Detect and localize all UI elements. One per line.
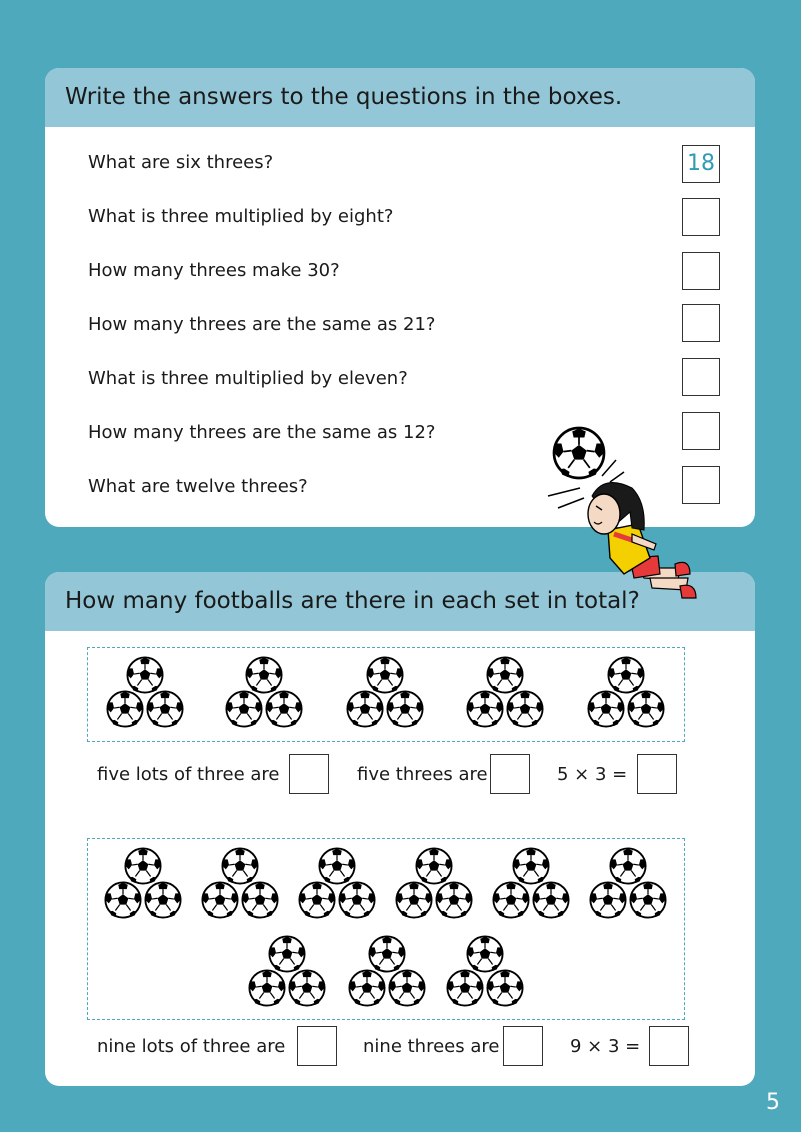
football-set-2	[87, 838, 685, 1020]
football-icon	[506, 690, 544, 728]
page-number: 5	[766, 1090, 780, 1115]
football-icon	[241, 881, 279, 919]
football-icon	[338, 881, 376, 919]
set1-answer-box-1[interactable]	[289, 754, 329, 794]
question-7-text: What are twelve threes?	[88, 476, 308, 497]
set2-answer-box-1[interactable]	[297, 1026, 337, 1066]
football-icon	[106, 690, 144, 728]
football-icon	[144, 881, 182, 919]
football-icon	[486, 656, 524, 694]
set1-statement-threes: five threes are	[357, 764, 488, 785]
football-icon	[221, 847, 259, 885]
football-icon	[435, 881, 473, 919]
football-group	[395, 847, 475, 927]
football-icon	[126, 656, 164, 694]
football-icon	[388, 969, 426, 1007]
answer-box-2[interactable]	[682, 198, 720, 236]
answer-box-5[interactable]	[682, 358, 720, 396]
football-group	[248, 935, 328, 1015]
football-icon	[248, 969, 286, 1007]
footballs-heading: How many footballs are there in each set in total?	[45, 572, 755, 631]
answer-box-4[interactable]	[682, 304, 720, 342]
football-icon	[587, 690, 625, 728]
set1-answer-box-2[interactable]	[490, 754, 530, 794]
football-icon	[124, 847, 162, 885]
football-icon	[532, 881, 570, 919]
answer-box-3[interactable]	[682, 252, 720, 290]
football-icon	[318, 847, 356, 885]
football-icon	[268, 935, 306, 973]
football-icon	[348, 969, 386, 1007]
set2-statement-multiply: 9 × 3 =	[570, 1036, 641, 1057]
football-group	[298, 847, 378, 927]
question-2-text: What is three multiplied by eight?	[88, 206, 394, 227]
set2-statement-threes: nine threes are	[363, 1036, 500, 1057]
football-icon	[346, 690, 384, 728]
set1-statement-multiply: 5 × 3 =	[557, 764, 628, 785]
football-group	[106, 656, 186, 736]
football-group	[446, 935, 526, 1015]
question-4-text: How many threes are the same as 21?	[88, 314, 436, 335]
football-group	[104, 847, 184, 927]
football-icon	[629, 881, 667, 919]
set2-answer-box-3[interactable]	[649, 1026, 689, 1066]
football-icon	[146, 690, 184, 728]
football-icon	[627, 690, 665, 728]
football-group	[225, 656, 305, 736]
football-icon	[486, 969, 524, 1007]
football-icon	[492, 881, 530, 919]
set1-answer-box-3[interactable]	[637, 754, 677, 794]
football-icon	[225, 690, 263, 728]
football-icon	[466, 690, 504, 728]
girl-heading-football-illustration	[540, 418, 700, 618]
football-icon	[386, 690, 424, 728]
football-icon	[368, 935, 406, 973]
football-icon	[446, 969, 484, 1007]
football-icon	[366, 656, 404, 694]
illustration-football-icon	[554, 428, 604, 478]
football-icon	[415, 847, 453, 885]
footballs-panel	[45, 572, 755, 1086]
football-icon	[201, 881, 239, 919]
football-icon	[607, 656, 645, 694]
football-icon	[245, 656, 283, 694]
answer-box-1[interactable]: 18	[682, 145, 720, 183]
football-icon	[265, 690, 303, 728]
question-6-text: How many threes are the same as 12?	[88, 422, 436, 443]
question-5-text: What is three multiplied by eleven?	[88, 368, 408, 389]
football-group	[201, 847, 281, 927]
football-group	[348, 935, 428, 1015]
football-icon	[395, 881, 433, 919]
football-group	[492, 847, 572, 927]
football-group	[587, 656, 667, 736]
set2-statement-lots: nine lots of three are	[97, 1036, 286, 1057]
football-icon	[589, 881, 627, 919]
football-group	[589, 847, 669, 927]
football-set-1	[87, 647, 685, 742]
set1-statement-lots: five lots of three are	[97, 764, 280, 785]
football-icon	[609, 847, 647, 885]
football-icon	[298, 881, 336, 919]
question-1-text: What are six threes?	[88, 152, 274, 173]
football-icon	[104, 881, 142, 919]
questions-heading: Write the answers to the questions in the boxes.	[45, 68, 755, 127]
football-group	[466, 656, 546, 736]
football-icon	[466, 935, 504, 973]
football-group	[346, 656, 426, 736]
football-icon	[512, 847, 550, 885]
set2-answer-box-2[interactable]	[503, 1026, 543, 1066]
football-icon	[288, 969, 326, 1007]
question-3-text: How many threes make 30?	[88, 260, 340, 281]
